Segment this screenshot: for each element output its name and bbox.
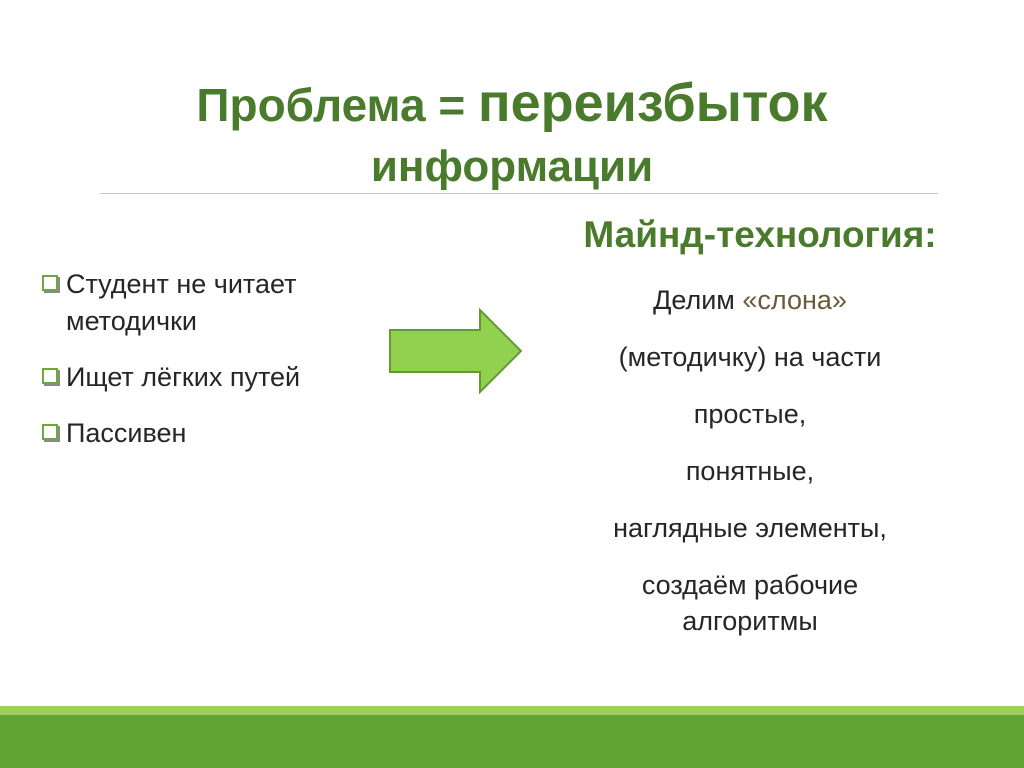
solution-line-6b: алгоритмы [682, 606, 818, 636]
checkbox-square-icon [42, 368, 58, 384]
solution-line-1 [500, 280, 1000, 337]
problem-list-item [40, 266, 370, 340]
solution-quote: «слона» [742, 285, 847, 315]
solution-text [500, 280, 1000, 637]
title-line-1 [0, 72, 1024, 136]
problem-list-item [40, 359, 370, 396]
problem-item-text: Студент не читает методички [66, 269, 297, 336]
solution-heading: Майнд-технология: [583, 214, 937, 255]
checkbox-square-icon [42, 275, 58, 291]
footer-band-light [0, 706, 1024, 715]
title-emphasis: переизбыток [477, 73, 828, 133]
problem-list [40, 266, 370, 471]
solution-line-4: понятные, [685, 456, 815, 486]
problem-list-item [40, 415, 370, 452]
slide-title [0, 72, 1024, 198]
title-divider [100, 193, 938, 194]
checkbox-square-icon [42, 424, 58, 440]
title-line-2: информации [370, 142, 654, 191]
solution-line-5: наглядные элементы, [613, 513, 887, 543]
title-prefix: Проблема = [196, 79, 478, 131]
solution-line-2: (методичку) на части [618, 342, 882, 372]
problem-item-text: Ищет лёгких путей [66, 362, 301, 392]
footer-band-dark [0, 715, 1024, 768]
solution-line-6a: создаём рабочие [641, 570, 859, 600]
problem-item-text: Пассивен [66, 418, 187, 448]
solution-line-3: простые, [693, 399, 807, 429]
solution-line-1-prefix: Делим [653, 285, 743, 315]
